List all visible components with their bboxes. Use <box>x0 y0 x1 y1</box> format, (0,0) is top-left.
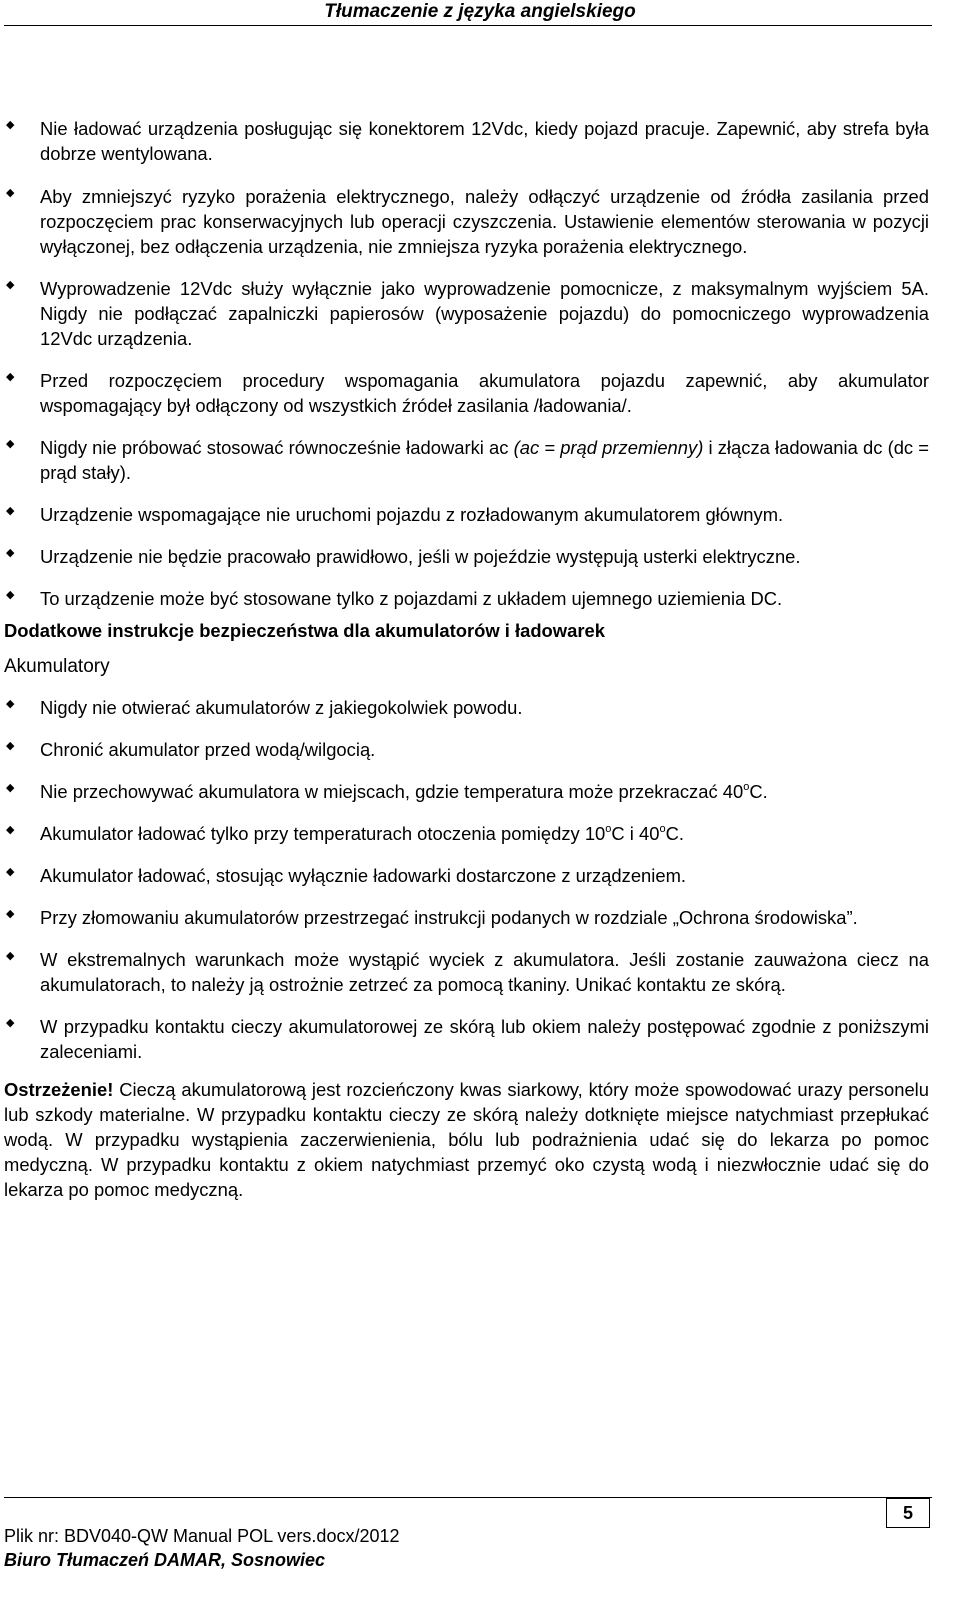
list-item <box>4 737 929 762</box>
footer-divider <box>4 1497 932 1498</box>
header-divider <box>4 25 932 26</box>
warning-paragraph <box>4 1077 929 1202</box>
diamond-bullet-icon: ◆ <box>6 547 15 559</box>
list-item <box>4 1014 929 1064</box>
list-item-text: To urządzenie może być stosowane tylko z pojazdami z układem ujemnego uziemienia DC. <box>40 588 783 609</box>
footer-file-reference: Plik nr: BDV040-QW Manual POL vers.docx/2012 <box>4 1526 400 1546</box>
diamond-bullet-icon: ◆ <box>6 1017 15 1029</box>
list-item-text: Nigdy nie próbować stosować równocześnie ładowarki ac (ac = prąd przemienny) i złącza ładowania dc (dc = prąd stały). <box>40 437 930 483</box>
list-item <box>4 544 929 569</box>
diamond-bullet-icon: ◆ <box>6 505 15 517</box>
warning-label: Ostrzeżenie! <box>4 1079 114 1100</box>
safety-list <box>4 116 929 611</box>
diamond-bullet-icon: ◆ <box>6 698 15 710</box>
list-item-text: Akumulator ładować, stosując wyłącznie ładowarki dostarczone z urządzeniem. <box>40 865 687 886</box>
list-item-text: Nie przechowywać akumulatora w miejscach, gdzie temperatura może przekraczać 40$^o$C. <box>40 780 768 802</box>
list-item <box>4 502 929 527</box>
italic-note: (ac = prąd przemienny) <box>513 437 704 458</box>
diamond-bullet-icon: ◆ <box>6 438 15 450</box>
list-item-text: Urządzenie nie będzie pracowało prawidłowo, jeśli w pojeździe występują usterki elektryczne. <box>40 546 801 567</box>
list-item <box>4 947 929 997</box>
section-heading: Dodatkowe instrukcje bezpieczeństwa dla akumulatorów i ładowarek <box>4 620 605 641</box>
list-item-text: Chronić akumulator przed wodą/wilgocią. <box>40 739 376 760</box>
list-item-text: Wyprowadzenie 12Vdc służy wyłącznie jako wyprowadzenie pomocnicze, z maksymalnym wyjściem 5A. Nigdy nie podłączać zapalniczki papierosów (wyposażenie pojazdu) do pomocniczego wyprowadzenia 12Vdc urządzenia. <box>40 278 929 349</box>
diamond-bullet-icon: ◆ <box>6 371 15 383</box>
footer-company-name: Biuro Tłumaczeń DAMAR, Sosnowiec <box>4 1550 326 1570</box>
diamond-bullet-icon: ◆ <box>6 740 15 752</box>
list-item-text: W przypadku kontaktu cieczy akumulatorowej ze skórą lub okiem należy postępować zgodnie z poniższymi zaleceniami. <box>40 1016 929 1062</box>
page-number: 5 <box>886 1498 930 1528</box>
subsection-heading: Akumulatory <box>4 656 110 677</box>
list-item-text: Nie ładować urządzenia posługując się konektorem 12Vdc, kiedy pojazd pracuje. Zapewnić, aby strefa była dobrze wentylowana. <box>40 118 929 164</box>
list-item <box>4 821 929 846</box>
list-item <box>4 276 929 351</box>
diamond-bullet-icon: ◆ <box>6 589 15 601</box>
document-body <box>4 116 929 1202</box>
list-item <box>4 116 929 166</box>
list-item <box>4 435 929 485</box>
page-header-title: Tłumaczenie z języka angielskiego <box>324 1 636 22</box>
list-item <box>4 905 929 930</box>
list-item-text: Nigdy nie otwierać akumulatorów z jakiegokolwiek powodu. <box>40 697 523 718</box>
list-item-text: Urządzenie wspomagające nie uruchomi pojazdu z rozładowanym akumulatorem głównym. <box>40 504 784 525</box>
diamond-bullet-icon: ◆ <box>6 187 15 199</box>
list-item <box>4 863 929 888</box>
diamond-bullet-icon: ◆ <box>6 950 15 962</box>
list-item <box>4 184 929 259</box>
list-item-text: Przy złomowaniu akumulatorów przestrzegać instrukcji podanych w rozdziale „Ochrona środowiska”. <box>40 907 858 928</box>
list-item <box>4 368 929 418</box>
warning-text: Cieczą akumulatorową jest rozcieńczony kwas siarkowy, który może spowodować urazy personelu lub szkody materialne. W przypadku kontaktu cieczy ze skórą należy dotknięte miejsce natychmiast przepłukać wodą. W przypadku wystąpienia zaczerwienienia, bólu lub podrażnienia udać się do lekarza po pomoc medyczną. W przypadku kontaktu z okiem natychmiast przemyć oko czystą wodą i niezwłocznie udać się do lekarza po pomoc medyczną. <box>4 1079 929 1200</box>
list-item <box>4 695 929 720</box>
diamond-bullet-icon: ◆ <box>6 824 15 836</box>
list-item-text: Akumulator ładować tylko przy temperaturach otoczenia pomiędzy 10$^o$C i 40$^o$C. <box>40 822 684 844</box>
list-item-text: Przed rozpoczęciem procedury wspomagania akumulatora pojazdu zapewnić, aby akumulator wspomagający był odłączony od wszystkich źródeł zasilania /ładowania/. <box>40 370 929 416</box>
list-item-text: W ekstremalnych warunkach może wystąpić wyciek z akumulatora. Jeśli zostanie zauważona ciecz na akumulatorach, to należy ją ostrożnie zetrzeć za pomocą tkaniny. Unikać kontaktu ze skórą. <box>40 949 929 995</box>
list-item <box>4 779 929 804</box>
list-item <box>4 586 929 611</box>
diamond-bullet-icon: ◆ <box>6 782 15 794</box>
list-item-text: Aby zmniejszyć ryzyko porażenia elektrycznego, należy odłączyć urządzenie od źródła zasilania przed rozpoczęciem prac konserwacyjnych lub operacji czyszczenia. Ustawienie elementów sterowania w pozycji wyłączonej, bez odłączenia urządzenia, nie zmniejsza ryzyka porażenia elektrycznego. <box>40 186 929 257</box>
diamond-bullet-icon: ◆ <box>6 119 15 131</box>
diamond-bullet-icon: ◆ <box>6 908 15 920</box>
battery-list <box>4 695 929 1064</box>
diamond-bullet-icon: ◆ <box>6 866 15 878</box>
diamond-bullet-icon: ◆ <box>6 279 15 291</box>
